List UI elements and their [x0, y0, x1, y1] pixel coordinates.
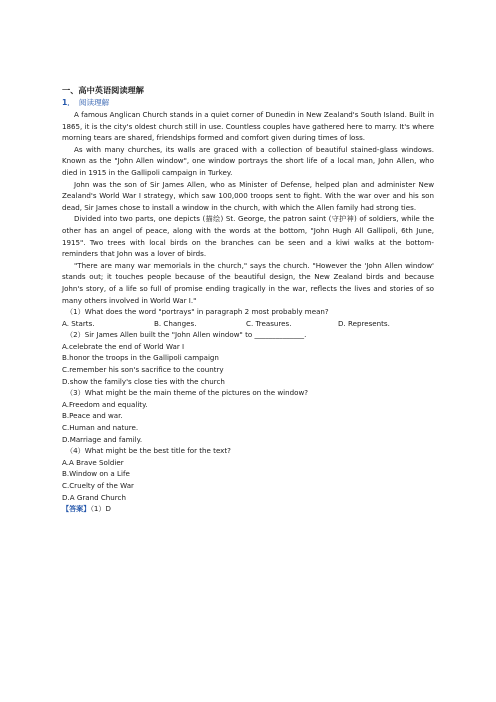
passage-paragraph: Divided into two parts, one depicts (描绘) St. George, the patron saint (守护神) of soldiers, while the other has an angel of peace, along with the words at the bottom, "John Hugh All Gallipoli, 6th June, 1915". Two trees with local birds on the branches can be seen and a kiwi walks at the bottom- reminders that John was a lover of birds. [62, 214, 434, 259]
option: C.remember his son's sacrifice to the country [62, 365, 224, 375]
option: A.A Brave Soldier [62, 457, 124, 467]
option: D.A Grand Church [62, 492, 126, 502]
answer-text: （1）D [90, 504, 111, 514]
option: A. Starts. [62, 318, 95, 328]
section-title: 一、高中英语阅读理解 [62, 85, 144, 95]
option: C. Treasures. [246, 318, 292, 328]
passage-paragraph: As with many churches, its walls are graced with a collection of beautiful stained-glass windows. Known as the "John Allen window", one window portrays the short life of a local man, John Allen, who died in 1915 in the Gallipoli campaign in Turkey. [62, 144, 434, 177]
answer-label: 【答案】 [62, 504, 91, 514]
option: B.Window on a Life [62, 469, 130, 479]
answer-line [62, 503, 434, 515]
question-heading [62, 97, 434, 108]
question-stem: （2）Sir James Allen built the "John Allen window" to ______________. [66, 330, 307, 340]
option: C.Human and nature. [62, 423, 139, 433]
option: B. Changes. [154, 318, 197, 328]
inline-options [62, 318, 434, 330]
passage-paragraph: "There are many war memorials in the church," says the church. "However the 'John Allen window' stands out; it touches people because of the beautiful design, the New Zealand birds and because John's story, of a life so full of promise ending tragically in the war, reflects the lives and stories of so many others involved in World War I." [62, 260, 434, 305]
question-label: 阅读理解 [78, 98, 110, 107]
option: D. Represents. [338, 318, 390, 328]
option: B.honor the troops in the Gallipoli campaign [62, 353, 219, 363]
option: B.Peace and war. [62, 411, 123, 421]
reading-comprehension [62, 84, 434, 515]
option: A.celebrate the end of World War I [62, 341, 185, 351]
option: C.Cruelty of the War [62, 481, 134, 490]
question-stem: （3）What might be the main theme of the pictures on the window? [66, 388, 309, 398]
question-stem: （1）What does the word "portrays" in paragraph 2 most probably mean? [66, 307, 329, 317]
question-number: 1． [62, 98, 75, 107]
option: D.show the family's close ties with the church [62, 376, 225, 386]
option: A.Freedom and equality. [62, 399, 148, 409]
passage-paragraph: A famous Anglican Church stands in a quiet corner of Dunedin in New Zealand's South Island. Built in 1865, it is the city's oldest church still in use. Countless couples have gathered here to marry. It's where morning tears are shared, friendships formed and comfort given during times of loss. [62, 110, 434, 143]
passage-paragraph: John was the son of Sir James Allen, who as Minister of Defense, helped plan and administer New Zealand's World War I strategy, which saw 100,000 troops sent to fight. With the war over and his son dead, Sir James chose to install a window in the church, with which the Allen family had strong ties. [62, 179, 434, 212]
option: D.Marriage and family. [62, 434, 143, 444]
question-stem: （4）What might be the best title for the text? [66, 446, 231, 456]
